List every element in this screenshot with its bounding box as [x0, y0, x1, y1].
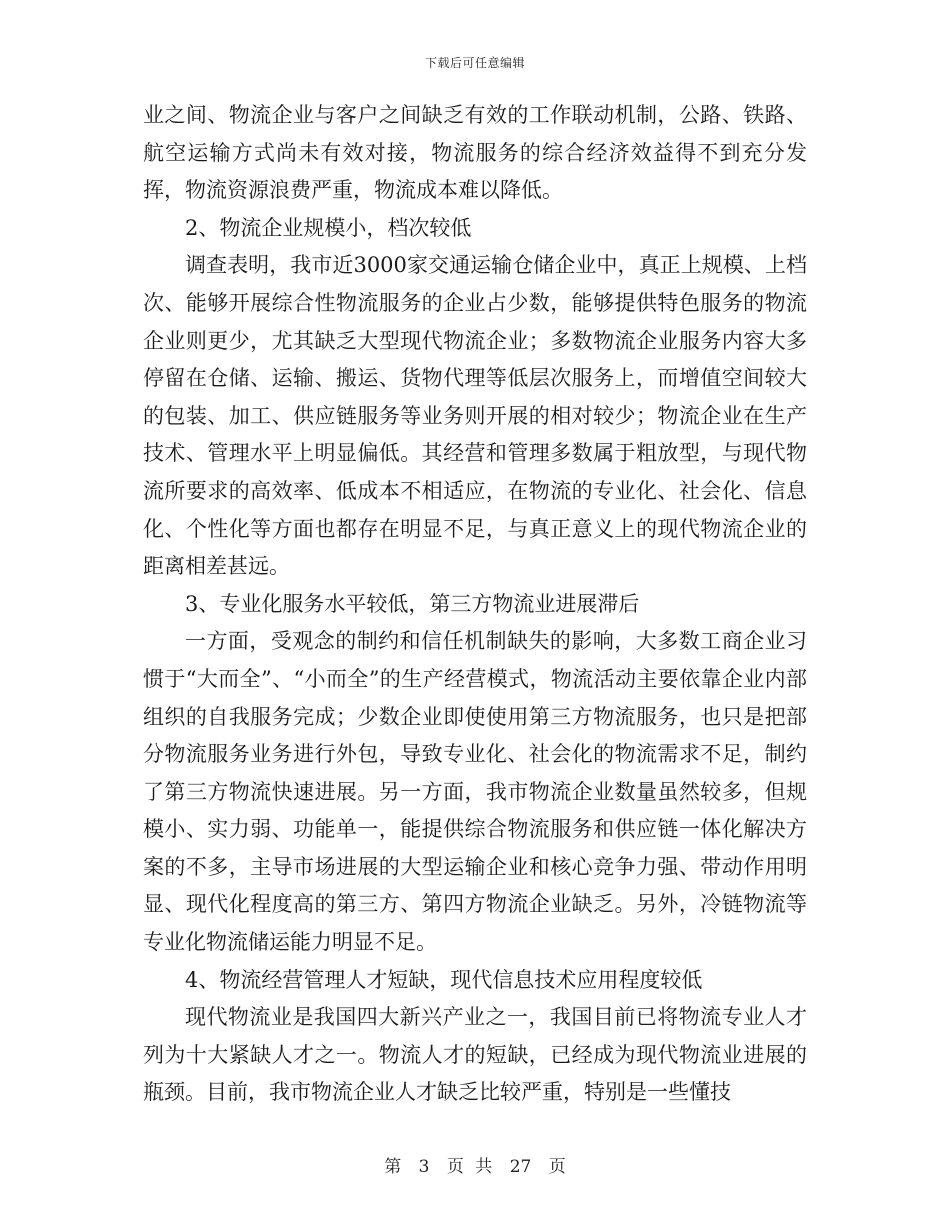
paragraph-talent: 现代物流业是我国四大新兴产业之一，我国目前已将物流专业人才列为十大紧缺人才之一。物流人才的短缺，已经成为现代物流业进展的瓶颈。目前，我市物流企业人才缺乏比较严重，特别是一些懂技 — [143, 1005, 807, 1105]
footer-middle: 页 共 — [446, 1157, 493, 1177]
footer-page-number: 3 — [418, 1157, 430, 1177]
header-note: 下载后可任意编辑 — [424, 56, 525, 70]
section-heading-4: 4、物流经营管理人才短缺，现代信息技术应用程度较低 — [185, 967, 703, 992]
footer-suffix: 页 — [548, 1157, 566, 1177]
document-body — [143, 97, 807, 1112]
paragraph-continuation: 业之间、物流企业与客户之间缺乏有效的工作联动机制，公路、铁路、航空运输方式尚未有效对接，物流服务的综合经济效益得不到充分发挥，物流资源浪费严重，物流成本难以降低。 — [143, 103, 807, 203]
paragraph-survey: 调查表明，我市近3000家交通运输仓储企业中，真正上规模、上档次、能够开展综合性物流服务的企业占少数，能够提供特色服务的物流企业则更少，尤其缺乏大型现代物流企业；多数物流企业服务内容大多停留在仓储、运输、搬运、货物代理等低层次服务上，而增值空间较大的包装、加工、供应链服务等业务则开展的相对较少；物流企业在生产技术、管理水平上明显偏低。其经营和管理多数属于粗放型，与现代物流所要求的高效率、低成本不相适应，在物流的专业化、社会化、信息化、个性化等方面也都存在明显不足，与真正意义上的现代物流企业的距离相差甚远。 — [143, 253, 807, 579]
paragraph-third-party: 一方面，受观念的制约和信任机制缺失的影响，大多数工商企业习惯于“大而全”、“小而全”的生产经营模式，物流活动主要依靠企业内部组织的自我服务完成；少数企业即使使用第三方物流服务，也只是把部分物流服务业务进行外包，导致专业化、社会化的物流需求不足，制约了第三方物流快速进展。另一方面，我市物流企业数量虽然较多，但规模小、实力弱、功能单一，能提供综合物流服务和供应链一体化解决方案的不多，主导市场进展的大型运输企业和核心竞争力强、带动作用明显、现代化程度高的第三方、第四方物流企业缺乏。另外，冷链物流等专业化物流储运能力明显不足。 — [143, 629, 807, 955]
footer-total-pages: 27 — [509, 1157, 532, 1177]
section-heading-2: 2、物流企业规模小，档次较低 — [185, 215, 472, 240]
footer-prefix: 第 — [384, 1157, 402, 1177]
section-heading-3: 3、专业化服务水平较低，第三方物流业进展滞后 — [185, 591, 640, 616]
page-footer — [0, 1152, 950, 1177]
